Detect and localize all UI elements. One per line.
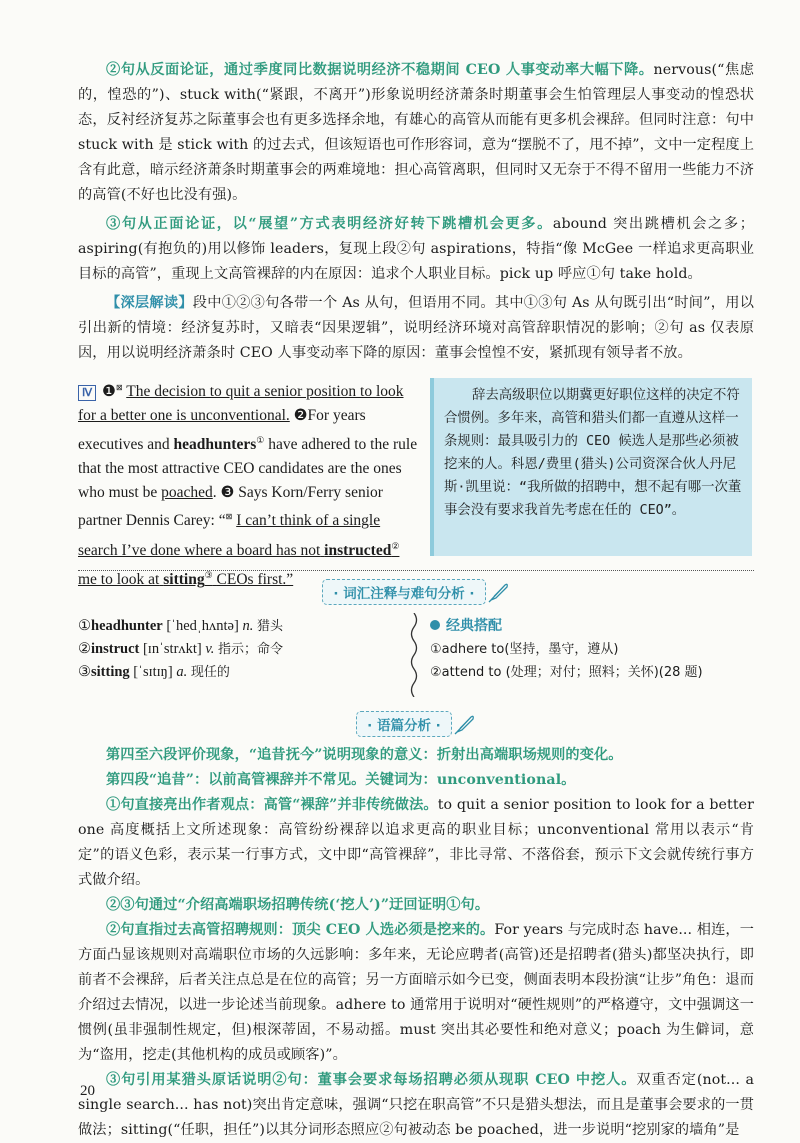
paragraph-sentence3-analysis — [78, 212, 754, 287]
body-text: nervous(“焦虑的，惶恐的”)、stuck with(“紧跟，不离开”)形象说明经济萧条时期董事会生怕管理层人事变动的惶恐状态，反衬经济复苏之际董事会也有更多选择余地，有雄心的高管从而能有更多机会裸辞。但同时注意：句中 stuck with 是 stick with 的过去式，但该短语也可作形容词，意为“摆脱不了，甩不掉”，文中一定程度上含有此意，暗示经济萧条时期董事会的两难境地：担心高管离职，但同时又无奈于不得不留用一些能力不济的高管(不好也比没有强)。 — [78, 62, 754, 203]
vocab-word: instruct — [91, 641, 140, 657]
analysis-sentence-2-3: ②③句通过“介绍高端职场招聘传统(‘挖人’)”迂回证明①句。 — [106, 897, 490, 913]
body-text: 双重否定(not... a single search... has not)突出肯定意味，强调“只挖在职高管”不只是猎头想法，而且是董事会要求的一贯做法；sitting(“任职，担任”)以其分词形态照应②句被动态 be poached，进一步说明“挖别家的墙角”是 — [78, 1072, 755, 1138]
vocab-def: 指示；命令 — [218, 642, 284, 657]
sentence-3-part: Says Korn/Ferry senior partner Dennis Carey: “ — [78, 484, 383, 530]
english-passage — [78, 376, 418, 592]
analysis-sentence-1 — [78, 793, 754, 893]
vocab-num: ③ — [78, 664, 91, 680]
sentence-1: The decision to quit a senior position to look for a better one is unconventional. — [78, 383, 404, 425]
translation-text: 辞去高级职位以期冀更好职位这样的决定不符合惯例。多年来，高管和猎头们都一直遵从这样一条规则：最具吸引力的 CEO 候选人是那些必须被挖来的人。科恩/费里(猎头)公司资深合伙人丹尼斯·凯里说：“我所做的招聘中，想不起有哪一次董事会没有要求我首先考虑在任的 CEO”。 — [444, 388, 742, 518]
analysis-heading-1: 第四至六段评价现象，“追昔抚今”说明现象的意义：折射出高端职场规则的变化。 — [106, 747, 623, 763]
lead-text: ③句引用某猎头原话说明②句：董事会要求每场招聘必须从现职 CEO 中挖人。 — [106, 1072, 637, 1088]
quill-icon — [488, 581, 510, 603]
vocab-num: ① — [78, 618, 91, 634]
difficult-sentence-mark: ⊠ — [115, 383, 123, 392]
body-text: 段中①②③句各带一个 As 从句，但语用不同。其中①③句 As 从句既引出“时间”，用以引出新的情境：经济复苏时，又暗表“因果逻辑”，说明经济环境对高管辞职情况的影响；②句 as 仅表原因，用以说明经济萧条时 CEO 人事变动率下降的原因：董事会惶惶不安，紧抓现有领导者不放。 — [78, 295, 754, 361]
lead-text: ①句直接亮出作者观点：高管“裸辞”并非传统做法。 — [106, 797, 438, 813]
vocab-num: ② — [78, 641, 91, 657]
lead-text: ③句从正面论证，以“展望”方式表明经济好转下跳槽机会更多。 — [106, 216, 553, 232]
collocation-title: 经典搭配 — [446, 618, 502, 634]
passage-block — [78, 376, 754, 588]
paragraph-deep-reading — [78, 291, 754, 366]
collocation-item: ②attend to (处理；对付；照料；关怀)(28 题) — [430, 665, 703, 680]
period: . — [212, 484, 217, 502]
lead-text: ②句从反面论证，通过季度同比数据说明经济不稳期间 CEO 人事变动率大幅下降。 — [106, 62, 654, 78]
banner-title: · 词汇注释与难句分析 · — [322, 579, 485, 605]
footnote-3: ③ — [204, 569, 213, 580]
footnote-1: ① — [256, 435, 265, 446]
vocab-section — [78, 611, 754, 703]
vocab-list — [78, 615, 378, 684]
vocab-headhunters: headhunters — [173, 436, 257, 454]
sentence-number-1: ❶ — [102, 383, 116, 401]
sentence-2-part: have adhered to the rule that the most attractive CEO candidates are the ones who must be — [78, 436, 418, 502]
discourse-banner — [78, 711, 754, 737]
banner-title: · 语篇分析 · — [356, 711, 452, 737]
sentence-number-2: ❷ — [293, 407, 308, 425]
sentence-3-part: I can’t think of a single search I’ve done where a board has not — [78, 512, 381, 559]
body-text: to quit a senior position to look for a better one 高度概括上文所述现象：高管纷纷裸辞以追求更高的职业目标；unconventional 常用以表示“肯定”的语义色彩，表示某一行事方式，文中即“高管裸辞”，非比寻常、不落俗套，预示下文会就传统行事方式做介绍。 — [78, 797, 754, 888]
vocab-pos: n. — [242, 618, 254, 634]
vocab-word: headhunter — [91, 618, 163, 634]
difficult-sentence-mark: ⊠ — [225, 512, 233, 522]
chain-divider-icon — [408, 613, 420, 697]
vocab-item — [78, 615, 378, 638]
vocab-ipa: [ˈhedˌhʌntə] — [166, 618, 239, 634]
vocab-instructed: instructed — [324, 541, 392, 559]
analysis-heading-2: 第四段“追昔”：以前高管裸辞并不常见。关键词为：unconventional。 — [106, 772, 576, 788]
bullet-icon — [430, 620, 440, 630]
vocab-def: 现任的 — [190, 665, 230, 680]
vocab-pos: v. — [205, 641, 215, 657]
collocation-item: ①adhere to(坚持，墨守，遵从) — [430, 642, 619, 657]
page-number: 20 — [80, 1083, 95, 1099]
vocab-pos: a. — [176, 664, 188, 680]
collocation-heading — [430, 615, 760, 638]
collocation-section — [430, 615, 760, 684]
deep-reading-label: 【深层解读】 — [106, 295, 193, 311]
vocab-sitting: sitting — [163, 570, 205, 588]
vocab-def: 猎头 — [256, 619, 283, 634]
body-text: For years 与完成时态 have... 相连，一方面凸显该规则对高端职位市场的久远影响：多年来，无论应聘者(高管)还是招聘者(猎头)都坚决执行，即前者不会裸辞，后者关注点总是在位的高管；另一方面暗示如今已变，侧面表明本段扮演“让步”角色：退而介绍过去情况，以进一步论述当前现象。adhere to 通常用于说明对“硬性规则”的严格遵守，文中强调这一惯例(虽非强制性规定，但)根深蒂固，不易动摇。must 突出其必要性和绝对意义；poach 为生僻词，意为“盗用，挖走(其他机构的成员或顾客)”。 — [78, 922, 755, 1063]
vocab-word: sitting — [91, 664, 130, 680]
underlined-poached: poached — [161, 484, 213, 502]
body-text: abound 突出跳槽机会之多；aspiring(有抱负的)用以修饰 leaders，复现上段②句 aspirations，特指“像 McGee 一样追求更高职业目标的高管”，重现上文高管裸辞的内在原因：追求个人职业目标。pick up 呼应①句 take hold。 — [78, 216, 754, 282]
sentence-number-3: ❸ — [220, 484, 235, 502]
sentence-3-part: me to look at — [78, 570, 160, 588]
sentence-2-part: For years executives and — [78, 407, 366, 454]
paragraph-sentence2-analysis — [78, 58, 754, 208]
chinese-translation — [430, 378, 752, 556]
vocab-ipa: [ˈsɪtɪŋ] — [133, 664, 173, 680]
section-number: Ⅳ — [78, 385, 96, 401]
lead-text: ②句直指过去高管招聘规则：顶尖 CEO 人选必须是挖来的。 — [106, 922, 495, 938]
footnote-2: ② — [391, 540, 400, 551]
page — [78, 58, 754, 1143]
sentence-3-part: CEOs first.” — [216, 570, 294, 588]
quill-icon — [454, 713, 476, 735]
vocab-item — [78, 661, 378, 684]
vocab-ipa: [ɪnˈstrʌkt] — [142, 641, 202, 657]
analysis-sentence-2 — [78, 918, 754, 1068]
vocab-item — [78, 638, 378, 661]
